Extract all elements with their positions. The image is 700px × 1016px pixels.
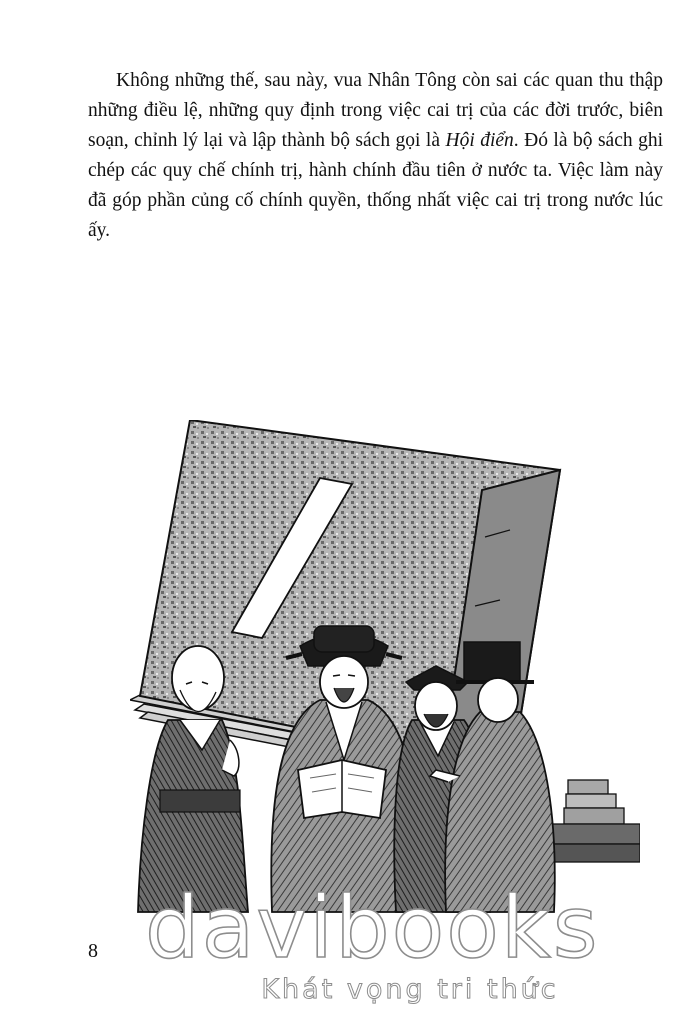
page-number: 8 [88, 940, 98, 962]
paragraph [88, 66, 663, 246]
watermark-slogan: Khát vọng tri thức [261, 974, 559, 1005]
book-title-italic: Hội điển [445, 130, 514, 151]
paragraph-text-start: Không những thế, sau này, vua Nhân Tông còn sai các quan thu thập những điều lệ, những quy định trong việc cai trị của các đời trước, biên soạn, chỉnh lý lại và lập thành bộ sách gọi là [88, 70, 663, 151]
body-text [88, 66, 663, 246]
paragraph-text-end: . Đó là bộ sách ghi chép các quy chế chính trị, hành chính đầu tiên ở nước ta. Việc làm này đã góp phần củng cố chính quyền, thống nhất việc cai trị trong nước lúc ấy. [88, 130, 663, 241]
illustration-icon [130, 420, 640, 920]
watermark-brand: davibooks [145, 878, 600, 978]
